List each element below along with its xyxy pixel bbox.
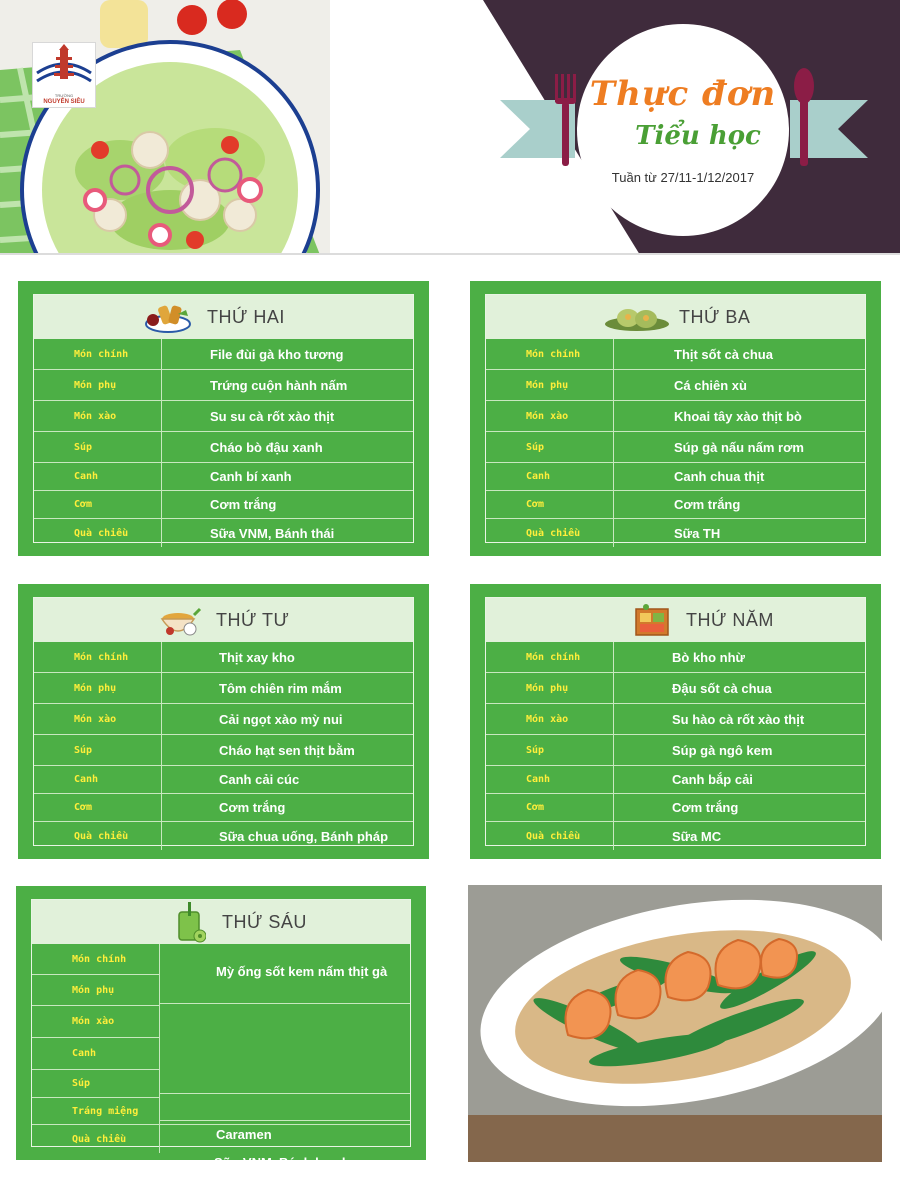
table-row <box>486 672 865 703</box>
row-label: Món xào <box>486 704 614 734</box>
smoothie-glass-icon <box>174 902 206 944</box>
logo-school-name: NGUYỄN SIÊU <box>43 99 85 105</box>
row-label: Quà chiều <box>32 1125 160 1153</box>
row-label: Súp <box>34 735 162 765</box>
merged-empty-cell <box>160 1005 410 1094</box>
row-value: Canh bắp cải <box>672 772 753 787</box>
spring-rolls-icon <box>144 300 192 334</box>
row-label: Canh <box>32 1038 160 1069</box>
table-row <box>486 734 865 765</box>
row-value: Cơm trắng <box>672 800 739 815</box>
row-label: Món chính <box>34 339 162 369</box>
row-label: Món phụ <box>34 673 162 703</box>
row-label: Súp <box>34 432 162 462</box>
row-value: Cơm trắng <box>219 800 286 815</box>
row-label: Món chính <box>32 944 160 974</box>
day-header <box>34 295 413 339</box>
day-title: THỨ HAI <box>207 307 285 327</box>
row-label: Cơm <box>34 794 162 821</box>
table-row <box>34 369 413 400</box>
menu-table <box>486 339 865 542</box>
title-circle <box>577 24 789 236</box>
row-value: Súp gà nấu nấm rơm <box>674 439 804 455</box>
card-tuesday <box>470 281 881 556</box>
card-thursday <box>470 584 881 859</box>
row-label: Món phụ <box>486 673 614 703</box>
row-label: Món xào <box>34 704 162 734</box>
dumplings-icon <box>604 300 670 334</box>
shrimp-illustration <box>468 885 882 1162</box>
row-label: Canh <box>486 766 614 793</box>
row-label: Món phụ <box>34 370 162 400</box>
week-range: Tuần từ 27/11-1/12/2017 <box>611 170 755 185</box>
table-row <box>34 518 413 547</box>
row-label: Món phụ <box>32 975 160 1005</box>
row-value: Đậu sốt cà chua <box>672 680 772 696</box>
row-value: Cá chiên xù <box>674 377 747 393</box>
row-label: Món phụ <box>486 370 614 400</box>
table-row <box>34 703 413 734</box>
row-value: Tôm chiên rim mắm <box>219 680 342 696</box>
row-label: Súp <box>486 432 614 462</box>
table-row <box>486 765 865 793</box>
row-label: Món chính <box>486 642 614 672</box>
row-value: Sữa VNM, Bánh thái <box>210 525 335 541</box>
day-title: THỨ BA <box>679 307 751 327</box>
day-header <box>34 598 413 642</box>
table-row <box>34 793 413 821</box>
table-row <box>486 462 865 490</box>
dessert-value: Caramen <box>216 1126 272 1142</box>
day-title: THỨ SÁU <box>222 912 307 932</box>
row-value: Su hào cà rốt xào thịt <box>672 711 805 727</box>
table-row <box>34 431 413 462</box>
day-header <box>32 900 410 944</box>
row-label: Tráng miệng <box>32 1098 160 1124</box>
row-label: Món xào <box>486 401 614 431</box>
row-value: Cơm trắng <box>210 497 277 512</box>
menu-table <box>34 642 413 845</box>
row-value: Trứng cuộn hành nấm <box>210 377 348 393</box>
menu-table <box>34 339 413 542</box>
table-row <box>486 431 865 462</box>
row-value: Cháo bò đậu xanh <box>210 439 323 455</box>
lunch-box-icon <box>634 603 670 639</box>
table-row <box>486 339 865 369</box>
row-value: Súp gà ngô kem <box>672 742 773 758</box>
table-row <box>34 400 413 431</box>
table-row <box>34 490 413 518</box>
row-label: Món chính <box>486 339 614 369</box>
row-label: Súp <box>32 1070 160 1097</box>
row-value: Khoai tây xào thịt bò <box>674 408 802 424</box>
table-row <box>34 821 413 850</box>
row-value: Su su cà rốt xào thịt <box>210 408 335 424</box>
row-label: Quà chiều <box>34 519 162 547</box>
menu-table <box>486 642 865 845</box>
row-value: Canh bí xanh <box>210 469 292 484</box>
day-header <box>486 598 865 642</box>
soup-empty-cell <box>160 1094 410 1121</box>
logo-caption: TRƯỜNG <box>54 93 74 98</box>
row-value: Sữa TH <box>674 525 721 541</box>
row-value: Canh cải cúc <box>219 772 300 787</box>
header-divider <box>0 253 900 255</box>
day-header <box>486 295 865 339</box>
table-row <box>486 642 865 672</box>
row-label: Súp <box>486 735 614 765</box>
row-label: Món xào <box>32 1006 160 1037</box>
table-row <box>486 821 865 850</box>
row-label: Cơm <box>486 491 614 518</box>
day-title: THỨ NĂM <box>686 610 774 630</box>
table-row <box>34 672 413 703</box>
card-wednesday <box>18 584 429 859</box>
table-row <box>34 339 413 369</box>
row-label: Quà chiều <box>486 519 614 547</box>
row-label: Quà chiều <box>34 822 162 850</box>
row-value: Cháo hạt sen thịt bằm <box>219 742 355 758</box>
title-primary-school: Tiểu học <box>635 121 761 151</box>
table-row <box>34 642 413 672</box>
title-menu: Thực đơn <box>589 74 777 114</box>
row-value: Sữa chua uống, Bánh pháp <box>219 828 389 844</box>
row-value: Cơm trắng <box>674 497 741 512</box>
day-title: THỨ TƯ <box>216 610 290 630</box>
table-row <box>34 734 413 765</box>
row-label: Cơm <box>486 794 614 821</box>
card-monday <box>18 281 429 556</box>
soup-bowl-icon <box>156 603 202 639</box>
table-row <box>486 490 865 518</box>
row-value: Canh chua thịt <box>674 469 765 484</box>
row-value: Cải ngọt xào mỳ nui <box>219 711 343 727</box>
table-row <box>34 765 413 793</box>
table-row <box>486 793 865 821</box>
row-value: File đùi gà kho tương <box>210 346 344 362</box>
row-label: Món xào <box>34 401 162 431</box>
table-row <box>486 369 865 400</box>
afternoon-snack-value: Sữa VNM, Bánh hamburger <box>214 1154 384 1170</box>
row-value: Thịt xay kho <box>219 649 295 665</box>
row-value: Sữa MC <box>672 828 722 844</box>
table-row <box>486 703 865 734</box>
row-label: Canh <box>34 766 162 793</box>
table-row <box>486 400 865 431</box>
table-row <box>486 518 865 547</box>
table-row <box>34 462 413 490</box>
menu-table <box>32 944 410 1170</box>
row-label: Canh <box>34 463 162 490</box>
row-label: Cơm <box>34 491 162 518</box>
merged-main-dish: Mỳ ống sốt kem nấm thịt gà <box>160 944 410 1004</box>
row-label: Món chính <box>34 642 162 672</box>
shrimp-dish-photo <box>468 885 882 1162</box>
row-value: Thịt sốt cà chua <box>674 346 773 362</box>
row-value: Bò kho nhừ <box>672 649 745 665</box>
row-label: Canh <box>486 463 614 490</box>
row-label: Quà chiều <box>486 822 614 850</box>
card-friday <box>16 886 426 1170</box>
menu-header <box>0 0 900 255</box>
